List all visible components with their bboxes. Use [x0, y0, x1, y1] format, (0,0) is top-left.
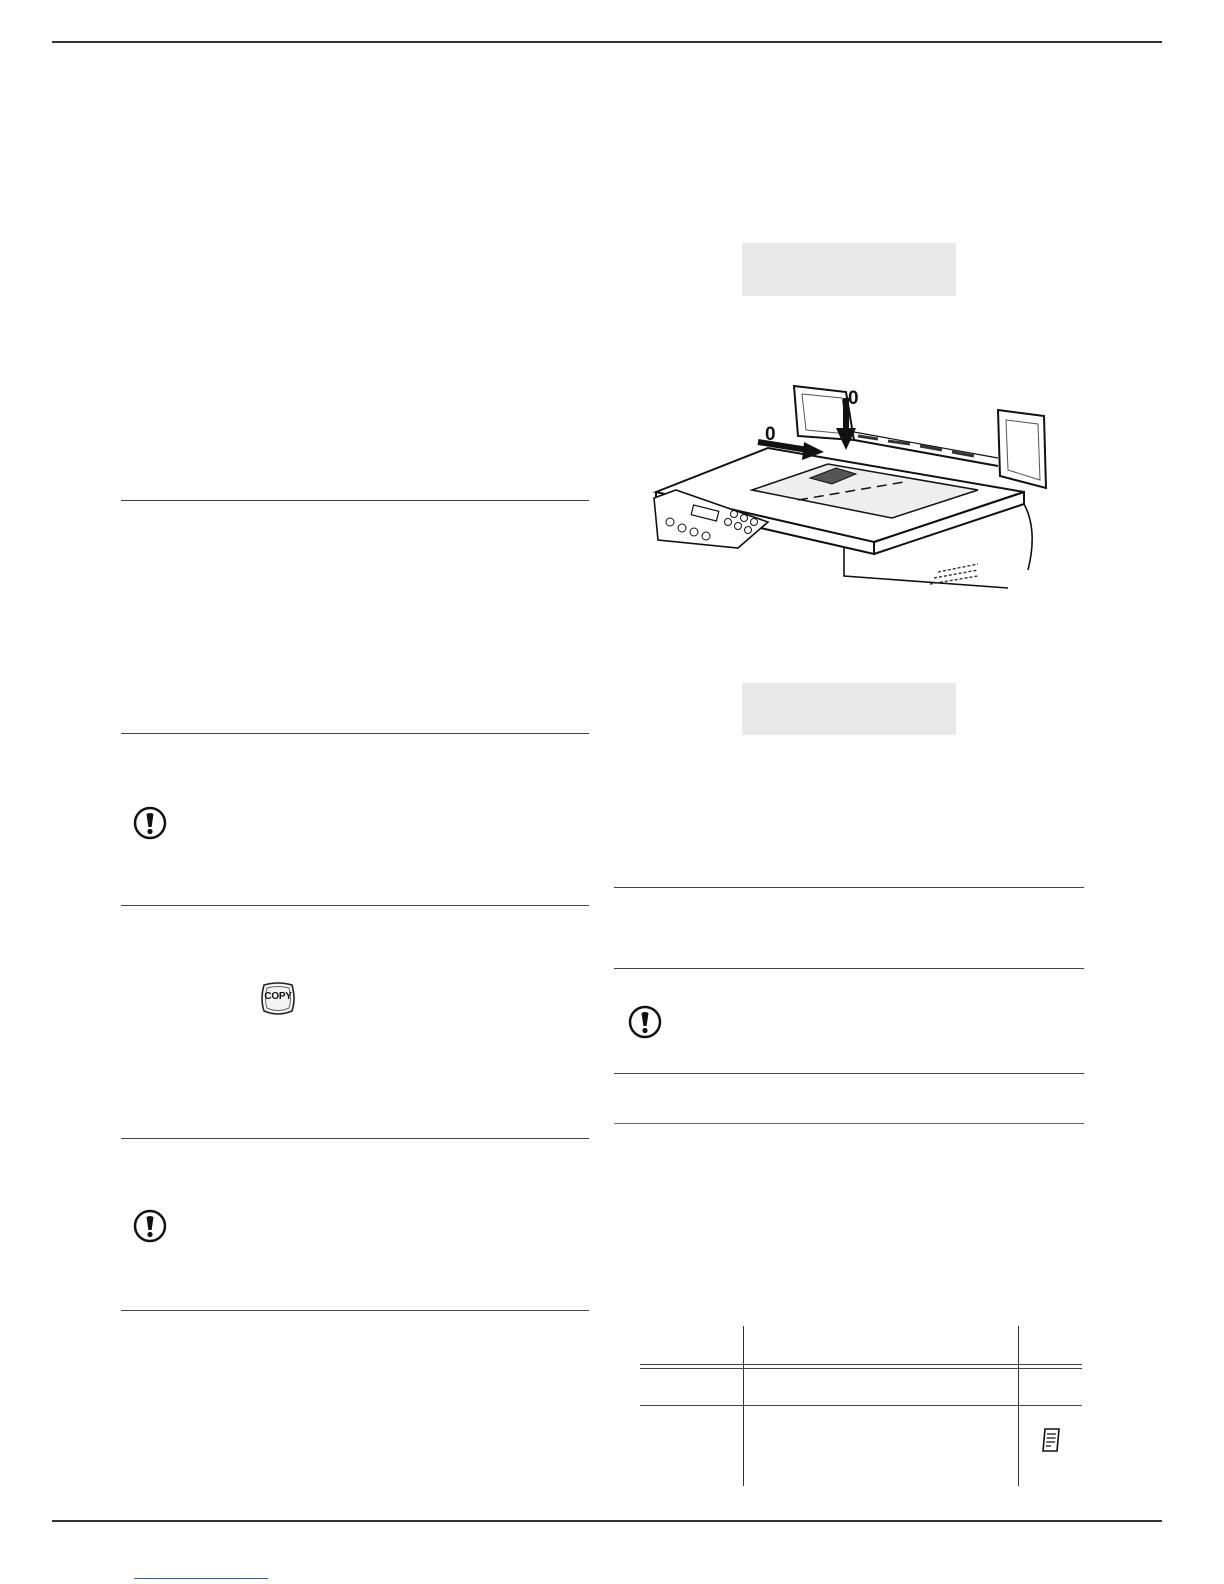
copy-key-icon	[258, 979, 298, 1019]
warning-icon	[133, 1209, 167, 1243]
table-header-rule	[640, 1368, 1082, 1369]
left-section-rule-3	[121, 905, 589, 906]
warning-icon	[133, 806, 167, 840]
right-section-rule-2	[614, 968, 1084, 969]
left-section-rule-1	[121, 500, 589, 501]
display-screen-box	[742, 683, 956, 735]
callout-left: 0	[765, 424, 776, 445]
header-rule	[52, 41, 1162, 43]
footer-rule	[52, 1520, 1162, 1522]
scanner-illustration	[648, 380, 1058, 595]
left-section-rule-4	[121, 1138, 589, 1139]
table-row-rule	[640, 1405, 1082, 1406]
footer-link-underline[interactable]	[134, 1578, 268, 1579]
callout-top: 0	[848, 388, 859, 409]
warning-icon	[628, 1005, 662, 1039]
right-section-rule-4	[614, 1123, 1084, 1124]
table-header-rule	[640, 1364, 1082, 1365]
left-section-rule-2	[121, 733, 589, 734]
copy-key-label: COPY	[264, 991, 292, 1002]
display-screen-box	[742, 243, 956, 296]
table-column-divider	[1018, 1326, 1019, 1486]
left-section-rule-5	[121, 1310, 589, 1311]
right-section-rule-3	[614, 1073, 1084, 1074]
document-list-icon	[1040, 1427, 1062, 1453]
right-section-rule-1	[614, 887, 1084, 888]
table-column-divider	[743, 1326, 744, 1486]
